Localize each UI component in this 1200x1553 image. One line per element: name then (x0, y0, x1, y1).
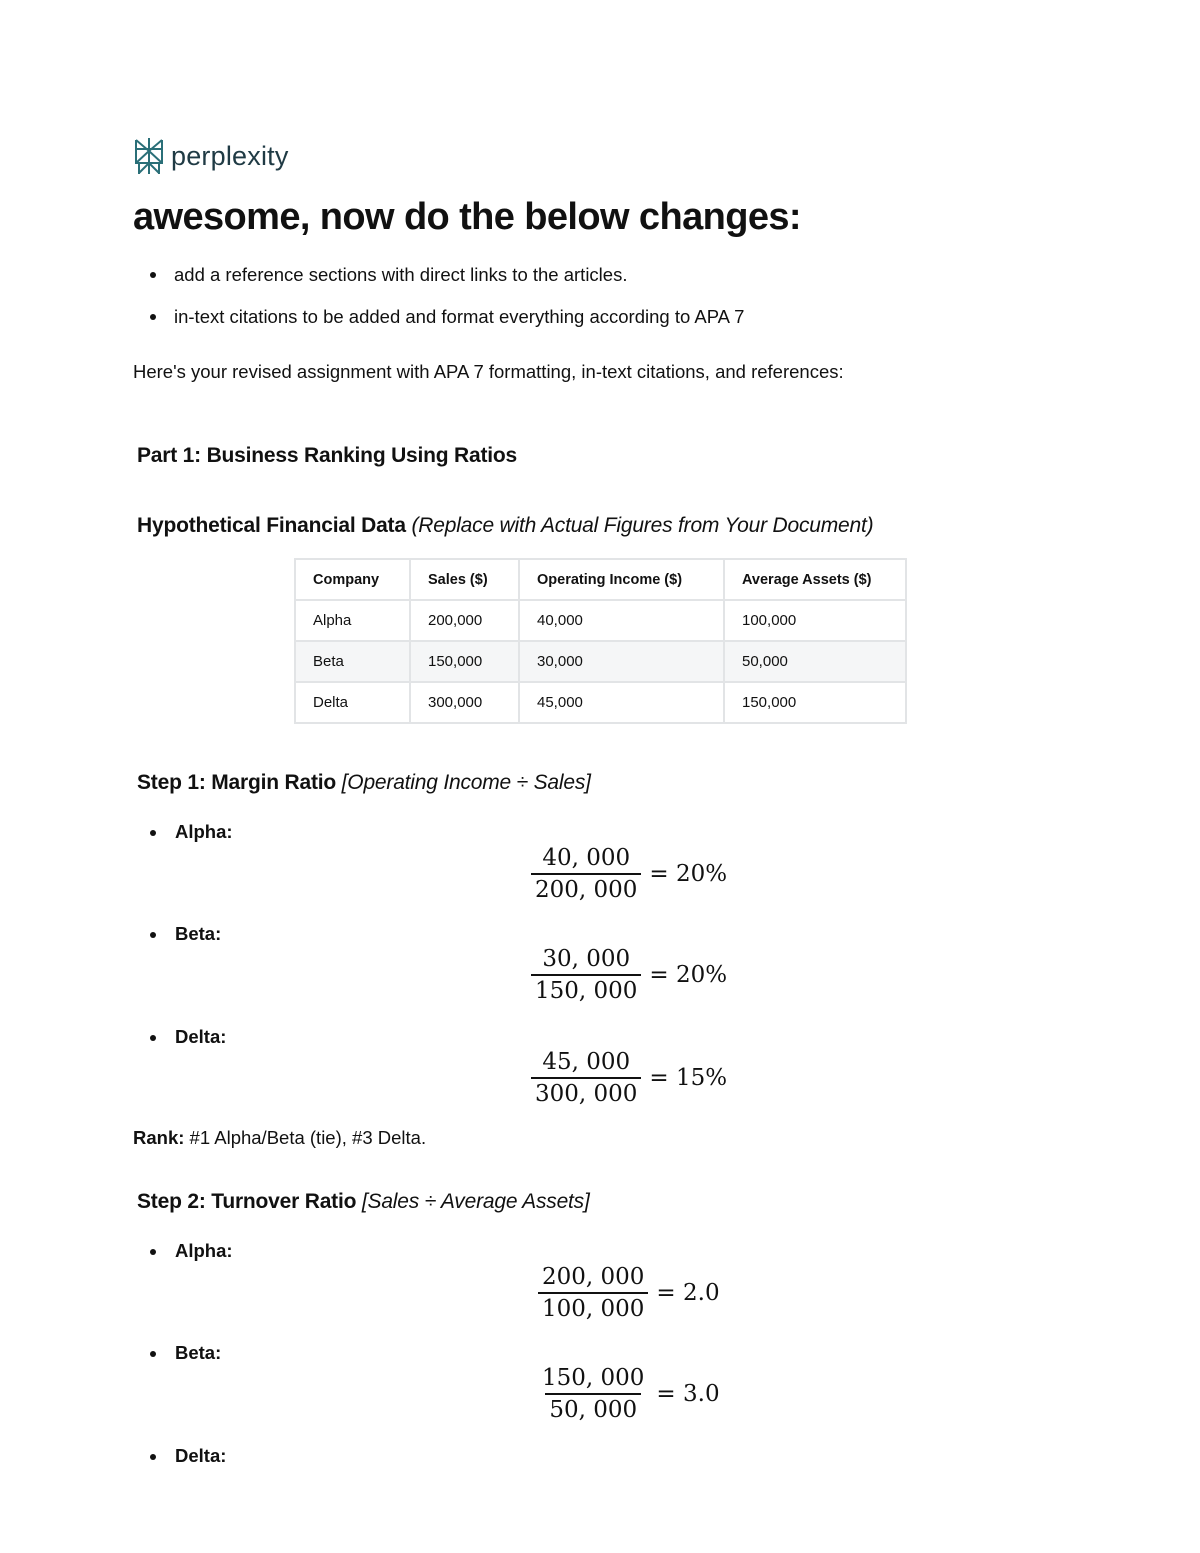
table-row (295, 682, 906, 723)
table-cell: 200,000 (410, 600, 519, 641)
bullet-icon (150, 830, 156, 836)
table-cell: 300,000 (410, 682, 519, 723)
fraction-result: = 20% (649, 962, 728, 988)
fraction-numerator: 150, 000 (542, 1365, 645, 1391)
table-cell: 30,000 (519, 641, 724, 682)
fraction-denominator: 150, 000 (531, 974, 641, 1004)
table-cell: 50,000 (724, 641, 906, 682)
brand-name: perplexity (171, 140, 289, 171)
brand-logo (133, 136, 289, 176)
financial-data-table (294, 558, 907, 724)
list-item: Beta: (133, 923, 221, 945)
list-item: Alpha: (133, 1240, 233, 1262)
fraction-denominator: 50, 000 (545, 1393, 641, 1423)
margin-formula-delta (531, 1049, 727, 1107)
table-header-cell: Operating Income ($) (519, 559, 724, 600)
data-heading-note: (Replace with Actual Figures from Your Document) (411, 514, 874, 537)
fraction-denominator: 200, 000 (531, 873, 641, 903)
step1-heading: Step 1: Margin Ratio [Operating Income ÷ Sales] (137, 771, 591, 794)
list-item: Delta: (133, 1026, 226, 1048)
bullet-icon (150, 1035, 156, 1041)
fraction-result: = 2.0 (656, 1280, 720, 1306)
bullet-icon (150, 1454, 156, 1460)
bullet-icon (150, 932, 156, 938)
fraction-denominator: 100, 000 (538, 1292, 648, 1322)
list-item: Delta: (133, 1445, 226, 1467)
table-cell: 150,000 (410, 641, 519, 682)
table-row (295, 600, 906, 641)
table-cell: 150,000 (724, 682, 906, 723)
bullet-icon (150, 314, 156, 320)
table-cell: Alpha (295, 600, 410, 641)
bullet-icon (150, 1351, 156, 1357)
fraction-numerator: 45, 000 (542, 1049, 631, 1075)
step2-heading: Step 2: Turnover Ratio [Sales ÷ Average Assets] (137, 1190, 590, 1213)
fraction-denominator: 300, 000 (531, 1077, 641, 1107)
fraction-result: = 3.0 (656, 1381, 720, 1407)
table-header-row (295, 559, 906, 600)
table-row (295, 641, 906, 682)
table-cell: Beta (295, 641, 410, 682)
margin-formula-alpha (531, 845, 727, 903)
table-header-cell: Sales ($) (410, 559, 519, 600)
data-heading: Hypothetical Financial Data (Replace with Actual Figures from Your Document) (137, 514, 874, 537)
bullet-icon (150, 1249, 156, 1255)
table-cell: 100,000 (724, 600, 906, 641)
part1-heading: Part 1: Business Ranking Using Ratios (137, 444, 518, 467)
fraction-numerator: 40, 000 (542, 845, 631, 871)
turnover-formula-beta (538, 1365, 720, 1423)
list-item: in-text citations to be added and format everything according to APA 7 (133, 305, 744, 347)
step2-formula: [Sales ÷ Average Assets] (361, 1190, 590, 1213)
table-cell: 45,000 (519, 682, 724, 723)
page-title: awesome, now do the below changes: (133, 196, 801, 238)
table-header-cell: Company (295, 559, 410, 600)
list-item: Alpha: (133, 821, 233, 843)
step1-rank: Rank: #1 Alpha/Beta (tie), #3 Delta. (133, 1127, 427, 1148)
list-item: Beta: (133, 1342, 221, 1364)
fraction-result: = 15% (649, 1065, 728, 1091)
intro-text: Here's your revised assignment with APA 7 formatting, in-text citations, and references: (133, 361, 844, 382)
step1-formula: [Operating Income ÷ Sales] (341, 771, 591, 794)
turnover-formula-alpha (538, 1264, 720, 1322)
list-item: add a reference sections with direct links to the articles. (133, 263, 744, 305)
table-header-cell: Average Assets ($) (724, 559, 906, 600)
table-cell: 40,000 (519, 600, 724, 641)
bullet-icon (150, 272, 156, 278)
perplexity-logo-icon (133, 137, 165, 175)
fraction-result: = 20% (649, 861, 728, 887)
request-list (133, 263, 744, 347)
margin-formula-beta (531, 946, 727, 1004)
fraction-numerator: 30, 000 (542, 946, 631, 972)
table-cell: Delta (295, 682, 410, 723)
fraction-numerator: 200, 000 (542, 1264, 645, 1290)
